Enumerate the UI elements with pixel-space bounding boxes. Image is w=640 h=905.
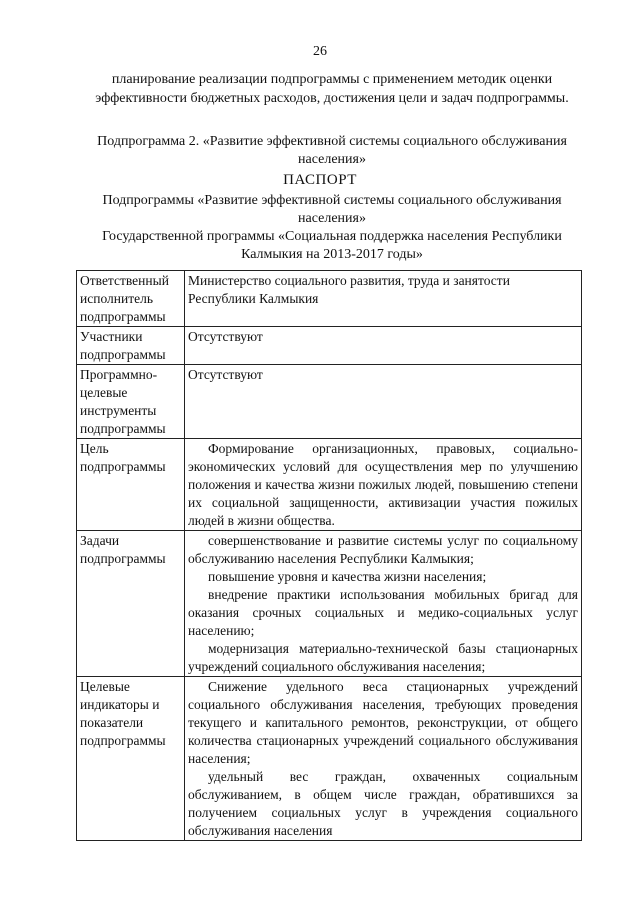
row-paragraph: Снижение удельного веса стационарных учреждений социального обслуживания населения, требующих проведения текущего и капитального ремонтов, реконструкции, от общего количества стационарных учреждений социального обслуживания населения; — [188, 679, 578, 766]
row-label: Цель подпрограммы — [77, 439, 185, 531]
passport-subtitle — [76, 192, 588, 264]
row-content — [185, 327, 582, 365]
row-content — [185, 531, 582, 677]
row-paragraph: Министерство социального развития, труда и занятости Республики Калмыкия — [188, 273, 510, 306]
row-paragraph: Формирование организационных, правовых, социально-экономических условий для осуществления мер по улучшению положения и качества жизни пожилых людей, повышению степени их социальной защищенности, активизации участия пожилых людей в жизни общества. — [188, 441, 578, 528]
passport-table — [76, 270, 582, 841]
row-label: Ответственный исполнитель подпрограммы — [77, 271, 185, 327]
table-row — [77, 365, 582, 439]
intro-paragraph: планирование реализации подпрограммы с применением методик оценки эффективности бюджетных расходов, достижения цели и задач подпрограммы. — [95, 72, 569, 106]
table-row — [77, 327, 582, 365]
passport-heading: ПАСПОРТ — [283, 172, 357, 188]
row-label: Целевые индикаторы и показатели подпрограммы — [77, 677, 185, 841]
row-paragraph: удельный вес граждан, охваченных социальным обслуживанием, в общем числе граждан, обратившихся за получением социальных услуг в учреждения социального обслуживания населения — [188, 769, 578, 838]
table-row — [77, 531, 582, 677]
subprogram-title: Подпрограмма 2. «Развитие эффективной системы социального обслуживания населения» — [97, 134, 567, 167]
row-label: Задачи подпрограммы — [77, 531, 185, 677]
table-row — [77, 677, 582, 841]
passport-subprogram-name: Подпрограммы «Развитие эффективной системы социального обслуживания населения» — [102, 193, 562, 226]
row-paragraph: Отсутствуют — [188, 367, 263, 382]
table-row — [77, 439, 582, 531]
row-paragraph: Отсутствуют — [188, 329, 263, 344]
row-content — [185, 439, 582, 531]
row-paragraph: модернизация материально-технической базы стационарных учреждений социального обслуживания населения; — [188, 641, 578, 674]
table-row — [77, 271, 582, 327]
row-content — [185, 677, 582, 841]
row-content — [185, 365, 582, 439]
row-label: Участники подпрограммы — [77, 327, 185, 365]
passport-state-program-name: Государственной программы «Социальная поддержка населения Республики Калмыкия на 2013-2017 годы» — [102, 229, 562, 262]
row-paragraph: внедрение практики использования мобильных бригад для оказания срочных социальных и медико-социальных услуг населению; — [188, 587, 578, 638]
row-label: Программно-целевые инструменты подпрограммы — [77, 365, 185, 439]
page-number: 26 — [313, 44, 327, 59]
row-content — [185, 271, 582, 327]
row-paragraph: совершенствование и развитие системы услуг по социальному обслуживанию населения Республики Калмыкия; — [188, 533, 578, 566]
row-paragraph: повышение уровня и качества жизни населения; — [208, 569, 487, 584]
passport-table-body — [77, 271, 582, 841]
